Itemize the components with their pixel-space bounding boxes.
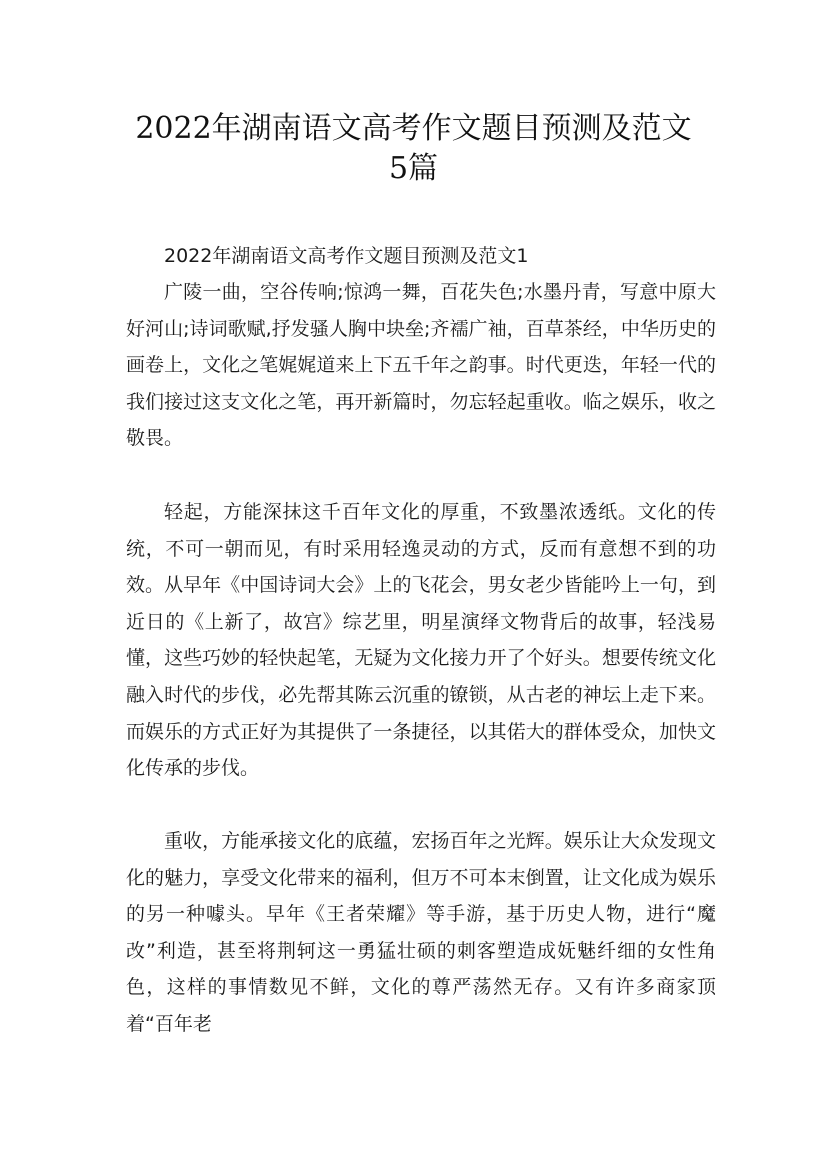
paragraph-3: 重收，方能承接文化的底蕴，宏扬百年之光辉。娱乐让大众发现文化的魅力，享受文化带来的福利，但万不可本末倒置，让文化成为娱乐的另一种噱头。早年《王者荣耀》等手游，基于历史人物，进行“魔改”利造，甚至将荆轲这一勇猛壮硕的刺客塑造成妩魅纤细的女性角色，这样的事情数见不鲜，文化的尊严荡然无存。又有许多商家顶着“百年老 xyxy=(126,830,716,1035)
document-title-line-2: 5篇 xyxy=(388,151,439,186)
paragraph-1: 广陵一曲，空谷传响;惊鸿一舞，百花失色;水墨丹青，写意中原大好河山;诗词歌赋,抒发骚人胸中块垒;齐襦广袖，百草茶经，中华历史的画卷上，文化之笔娓娓道来上下五千年之韵事。时代更迭，年轻一代的我们接过这支文化之笔，再开新篇时，勿忘轻起重收。临之娱乐，收之敬畏。 xyxy=(126,281,716,450)
essay-subheading: 2022年湖南语文高考作文题目预测及范文1 xyxy=(164,245,529,267)
paragraph-2: 轻起，方能深抹这千百年文化的厚重，不致墨浓透纸。文化的传统，不可一朝而见，有时采用轻逸灵动的方式，反而有意想不到的功效。从早年《中国诗词大会》上的飞花会，男女老少皆能吟上一句，到近日的《上新了，故宫》综艺里，明星演绎文物背后的故事，轻浅易懂，这些巧妙的轻快起笔，无疑为文化接力开了个好头。想要传统文化融入时代的步伐，必先帮其陈云沉重的镣锁，从古老的神坛上走下来。而娱乐的方式正好为其提供了一条捷径，以其偌大的群体受众，加快文化传承的步伐。 xyxy=(126,501,716,780)
document-title-line-1: 2022年湖南语文高考作文题目预测及范文 xyxy=(135,111,692,146)
